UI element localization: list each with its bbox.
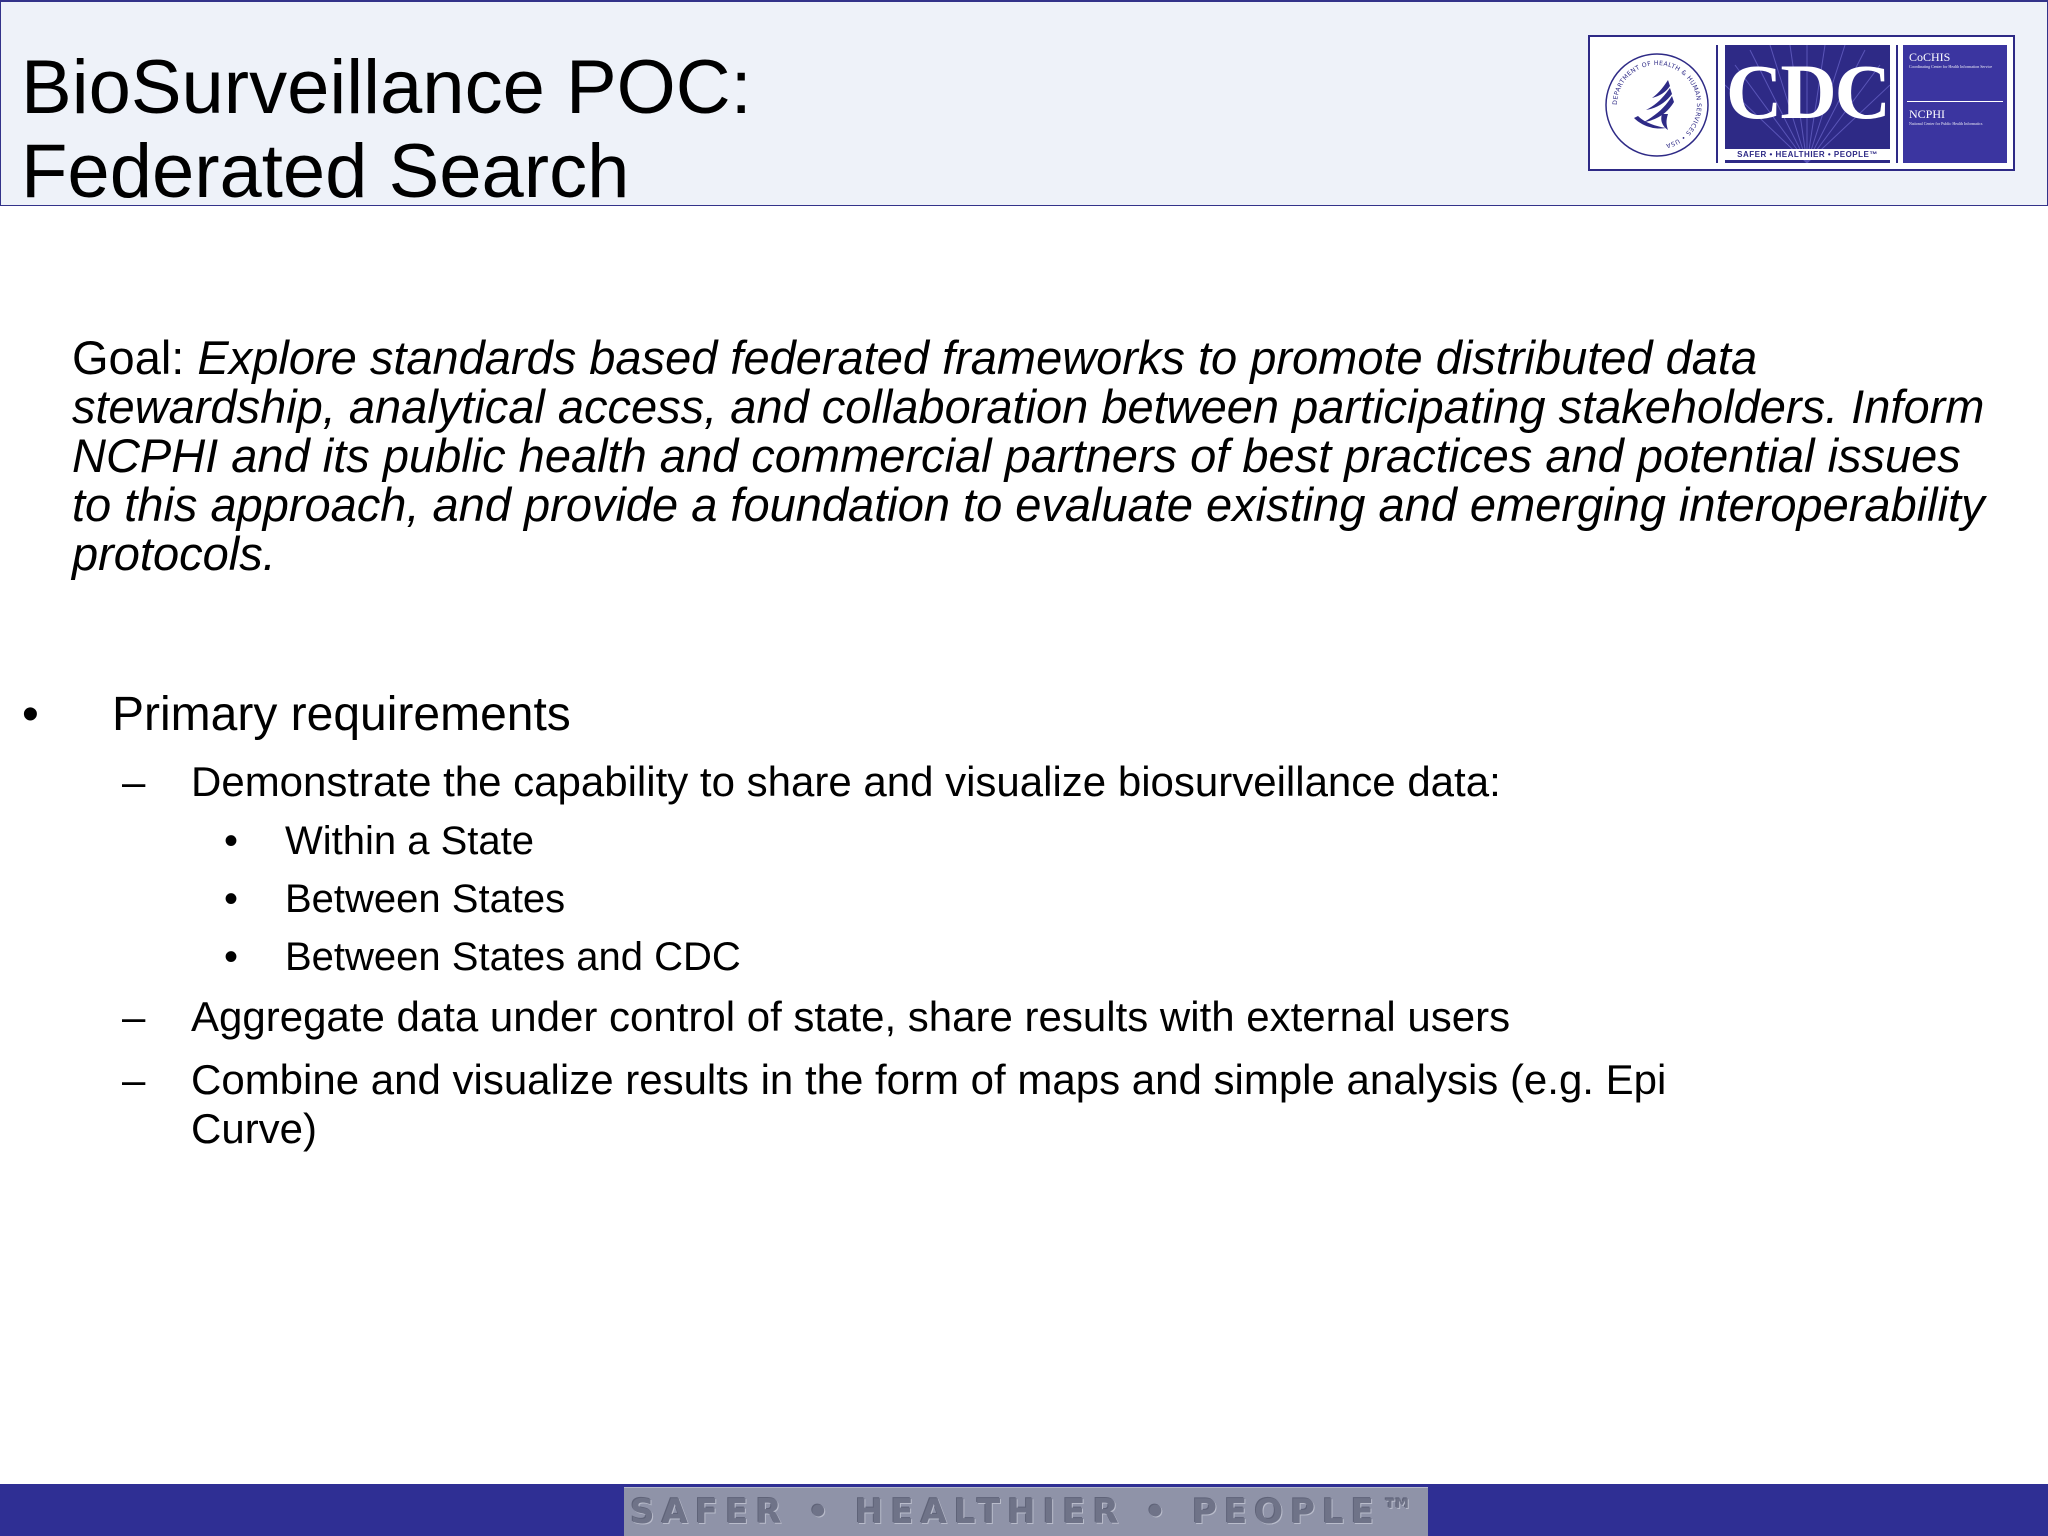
- requirement-item: Combine and visualize results in the form of maps and simple analysis (e.g. Epi: [191, 1056, 1667, 1103]
- requirement-subitem: Within a State: [285, 819, 535, 863]
- goal-label: Goal:: [72, 331, 198, 384]
- dash-marker: –: [122, 1056, 146, 1103]
- bullet-marker: •: [22, 688, 39, 741]
- slide-title-line-2: Federated Search: [21, 129, 630, 214]
- sub-bullet-marker: •: [224, 935, 239, 979]
- cdc-tagline: SAFER • HEALTHIER • PEOPLE™: [1725, 149, 1890, 160]
- ncphi-desc: National Center for Public Health Informatics: [1909, 121, 1983, 126]
- sub-bullet-marker: •: [224, 819, 239, 863]
- footer-tagline-panel: [624, 1487, 1428, 1536]
- dash-marker: –: [122, 758, 146, 805]
- cdc-wordmark: CDC: [1726, 48, 1889, 135]
- sub-bullet-marker: •: [224, 877, 239, 921]
- footer-bar: [0, 1484, 2048, 1536]
- coches-desc: Coordinating Center for Health Information Service: [1909, 64, 1993, 69]
- requirement-item-continued: Curve): [191, 1105, 318, 1152]
- requirements-heading: Primary requirements: [112, 688, 571, 741]
- slide-title-line-1: BioSurveillance POC:: [21, 45, 752, 130]
- ncphi-title: NCPHI: [1909, 107, 1946, 121]
- requirement-item: Demonstrate the capability to share and visualize biosurveillance data:: [191, 758, 1501, 805]
- goal-text: Explore standards based federated frameworks to promote distributed data stewardship, analytical access, and collaboration between participating stakeholders. Inform NCPHI and its public health and commercial partners of best practices and potential issues to this approach, and provide a foundation to evaluate existing and emerging interoperability protocols.: [72, 331, 1985, 580]
- requirement-item: Aggregate data under control of state, share results with external users: [191, 993, 1511, 1040]
- requirement-subitem: Between States: [285, 877, 566, 921]
- coches-title: CoCHIS: [1909, 50, 1951, 64]
- requirement-subitem: Between States and CDC: [285, 935, 741, 979]
- seal-text: DEPARTMENT OF HEALTH & HUMAN SERVICES • USA: [1611, 59, 1703, 150]
- footer-tagline: SAFER • HEALTHIER • PEOPLE™: [630, 1492, 1422, 1532]
- dash-marker: –: [122, 993, 146, 1040]
